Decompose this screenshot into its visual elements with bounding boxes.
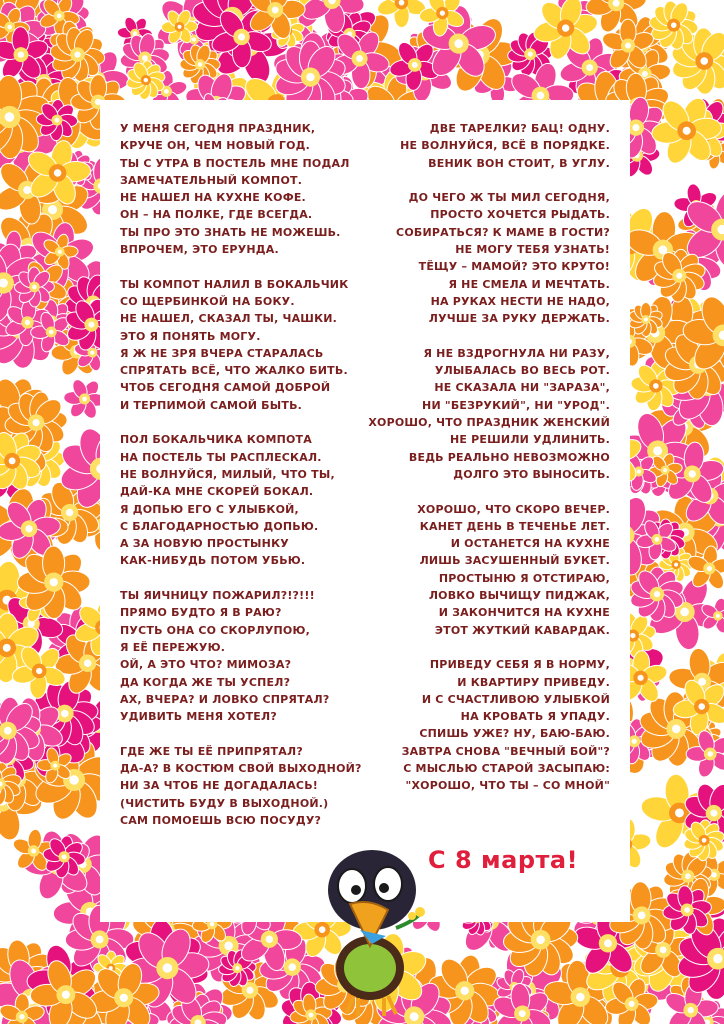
poem-line: НЕ НАШЕЛ, СКАЗАЛ ТЫ, ЧАШКИ. [120,312,338,326]
poem-line: ДАЙ-КА МНЕ СКОРЕЙ БОКАЛ. [120,485,314,499]
poem-line: ТЫ ПРО ЭТО ЗНАТЬ НЕ МОЖЕШЬ. [120,225,341,239]
poem-line: ХОРОШО, ЧТО СКОРО ВЕЧЕР. [417,502,610,516]
poem-line: ЛОВКО ВЫЧИЩУ ПИДЖАК, [428,589,610,603]
poem-line: ОН – НА ПОЛКЕ, ГДЕ ВСЕГДА. [120,208,313,222]
poem-line: ДВЕ ТАРЕЛКИ? БАЦ! ОДНУ. [429,122,610,135]
poem-line: СПРЯТАТЬ ВСЁ, ЧТО ЖАЛКО БИТЬ. [120,364,348,378]
poem-line: Я НЕ СМЕЛА И МЕЧТАТЬ. [448,277,610,291]
poem-line: КАК-НИБУДЬ ПОТОМ УБЬЮ. [120,554,306,568]
poem-line: И КВАРТИРУ ПРИВЕДУ. [457,675,610,689]
poem-line: ДО ЧЕГО Ж ТЫ МИЛ СЕГОДНЯ, [408,191,610,205]
poem-line: НЕ ВОЛНУЙСЯ, ВСЁ В ПОРЯДКЕ. [400,139,610,153]
poem-line: Я Ж НЕ ЗРЯ ВЧЕРА СТАРАЛАСЬ [120,346,324,360]
poem-stanza [120,120,362,258]
poem-line: ТЫ ЯИЧНИЦУ ПОЖАРИЛ?!?!!! [120,589,315,603]
poem-line: ПОЛ БОКАЛЬЧИКА КОМПОТА [120,433,312,447]
poem-line: ЭТОТ ЖУТКИЙ КАВАРДАК. [434,623,610,637]
poem-line: НА КРОВАТЬ Я УПАДУ. [460,710,610,724]
poem-line: ПРОСТЫНЮ Я ОТСТИРАЮ, [438,571,610,585]
poem-stanza [368,501,610,639]
poem-line: ТЫ КОМПОТ НАЛИЛ В БОКАЛЬЧИК [120,277,349,291]
poem-line: ДА-А? В КОСТЮМ СВОЙ ВЫХОДНОЙ? [120,761,362,775]
greeting-title: С 8 марта! [428,846,579,874]
poem-line: Я ДОПЬЮ ЕГО С УЛЫБКОЙ, [120,502,299,516]
poem-line: ХОРОШО, ЧТО ПРАЗДНИК ЖЕНСКИЙ [368,416,610,430]
poem-line: ПРОСТО ХОЧЕТСЯ РЫДАТЬ. [430,208,610,222]
poem-line: НА РУКАХ НЕСТИ НЕ НАДО, [430,294,610,308]
poem-line: НА ПОСТЕЛЬ ТЫ РАСПЛЕСКАЛ. [120,450,322,464]
poem-line: НЕ МОГУ ТЕБЯ УЗНАТЬ! [455,243,610,257]
poem-line: С МЫСЛЬЮ СТАРОЙ ЗАСЫПАЮ: [403,761,610,775]
poem-line: ЛУЧШЕ ЗА РУКУ ДЕРЖАТЬ. [428,312,610,326]
poem-line: (ЧИСТИТЬ БУДУ В ВЫХОДНОЙ.) [120,796,329,810]
poem-line: НИ ЗА ЧТОБ НЕ ДОГАДАЛАСЬ! [120,779,319,793]
poem-line: Я ЕЁ ПЕРЕЖУЮ. [120,640,226,654]
poem-stanza [120,276,362,414]
poem-line: ТЫ С УТРА В ПОСТЕЛЬ МНЕ ПОДАЛ [120,156,350,170]
poem-line: Я НЕ ВЗДРОГНУЛА НИ РАЗУ, [423,346,610,360]
poem-line: ЭТО Я ПОНЯТЬ МОГУ. [120,329,261,343]
poem-right-column [368,120,610,812]
poem-line: С БЛАГОДАРНОСТЬЮ ДОПЬЮ. [120,519,319,533]
poem-stanza [120,431,362,569]
poem-line: ЗАМЕЧАТЕЛЬНЫЙ КОМПОТ. [120,173,303,187]
poem-line: ВЕДЬ РЕАЛЬНО НЕВОЗМОЖНО [408,450,610,464]
poem-line: НЕ СКАЗАЛА НИ "ЗАРАЗА", [434,381,610,395]
poem-line: ВЕНИК ВОН СТОИТ, В УГЛУ. [428,156,610,170]
poem-stanza [368,120,610,172]
poem-line: ПРИВЕДУ СЕБЯ Я В НОРМУ, [429,658,610,672]
poem-line: ЗАВТРА СНОВА "ВЕЧНЫЙ БОЙ"? [401,744,610,758]
poem-line: "ХОРОШО, ЧТО ТЫ – СО МНОЙ" [405,779,610,793]
poem-line: И ЗАКОНЧИТСЯ НА КУХНЕ [438,606,610,620]
poem-line: ПУСТЬ ОНА СО СКОРЛУПОЮ, [120,623,310,637]
poem-line: ДОЛГО ЭТО ВЫНОСИТЬ. [453,467,610,481]
poem-line: ПРЯМО БУДТО Я В РАЮ? [120,606,282,620]
poem-line: А ЗА НОВУЮ ПРОСТЫНКУ [120,537,289,551]
poem-line: КАНЕТ ДЕНЬ В ТЕЧЕНЬЕ ЛЕТ. [419,519,610,533]
poem-stanza [120,587,362,725]
poem-line: ЛИШЬ ЗАСУШЕННЫЙ БУКЕТ. [419,554,610,568]
flower-icon [14,267,55,308]
poem-line: ТЁЩУ – МАМОЙ? ЭТО КРУТО! [418,260,610,274]
poem-line: УЛЫБАЛАСЬ ВО ВЕСЬ РОТ. [434,364,610,378]
poem-line: ДА КОГДА ЖЕ ТЫ УСПЕЛ? [120,675,291,689]
poem-line: И ОСТАНЕТСЯ НА КУХНЕ [450,537,610,551]
poem-line: ВПРОЧЕМ, ЭТО ЕРУНДА. [120,243,279,257]
poem-line: И ТЕРПИМОЙ САМОЙ БЫТЬ. [120,398,303,412]
poem-line: СОБИРАТЬСЯ? К МАМЕ В ГОСТИ? [396,225,610,239]
poem-stanza [368,189,610,327]
poem-line: ОЙ, А ЭТО ЧТО? МИМОЗА? [120,658,292,672]
poem-line: НИ "БЕЗРУКИЙ", НИ "УРОД". [422,398,610,412]
poem-left-column [120,120,362,846]
poem-line: НЕ НАШЕЛ НА КУХНЕ КОФЕ. [120,191,306,205]
poem-line: САМ ПОМОЕШЬ ВСЮ ПОСУДУ? [120,813,322,827]
poem-line: УДИВИТЬ МЕНЯ ХОТЕЛ? [120,710,277,724]
poem-stanza [368,656,610,794]
poem-line: АХ, ВЧЕРА? И ЛОВКО СПРЯТАЛ? [120,692,330,706]
poem-line: НЕ РЕШИЛИ УДЛИНИТЬ. [450,433,610,447]
poem-line: ГДЕ ЖЕ ТЫ ЕЁ ПРИПРЯТАЛ? [120,744,303,758]
poem-line: СО ЩЕРБИНКОЙ НА БОКУ. [120,294,295,308]
poem-line: НЕ ВОЛНУЙСЯ, МИЛЫЙ, ЧТО ТЫ, [120,467,335,481]
poem-line: КРУЧЕ ОН, ЧЕМ НОВЫЙ ГОД. [120,139,311,153]
crow-with-flower-icon [300,818,440,1018]
poem-stanza [120,743,362,829]
poem-line: СПИШЬ УЖЕ? НУ, БАЮ-БАЮ. [419,727,610,741]
poem-stanza [368,345,610,483]
poem-line: И С СЧАСТЛИВОЮ УЛЫБКОЙ [421,692,610,706]
poem-line: У МЕНЯ СЕГОДНЯ ПРАЗДНИК, [120,122,316,135]
poem-line: ЧТОБ СЕГОДНЯ САМОЙ ДОБРОЙ [120,381,331,395]
